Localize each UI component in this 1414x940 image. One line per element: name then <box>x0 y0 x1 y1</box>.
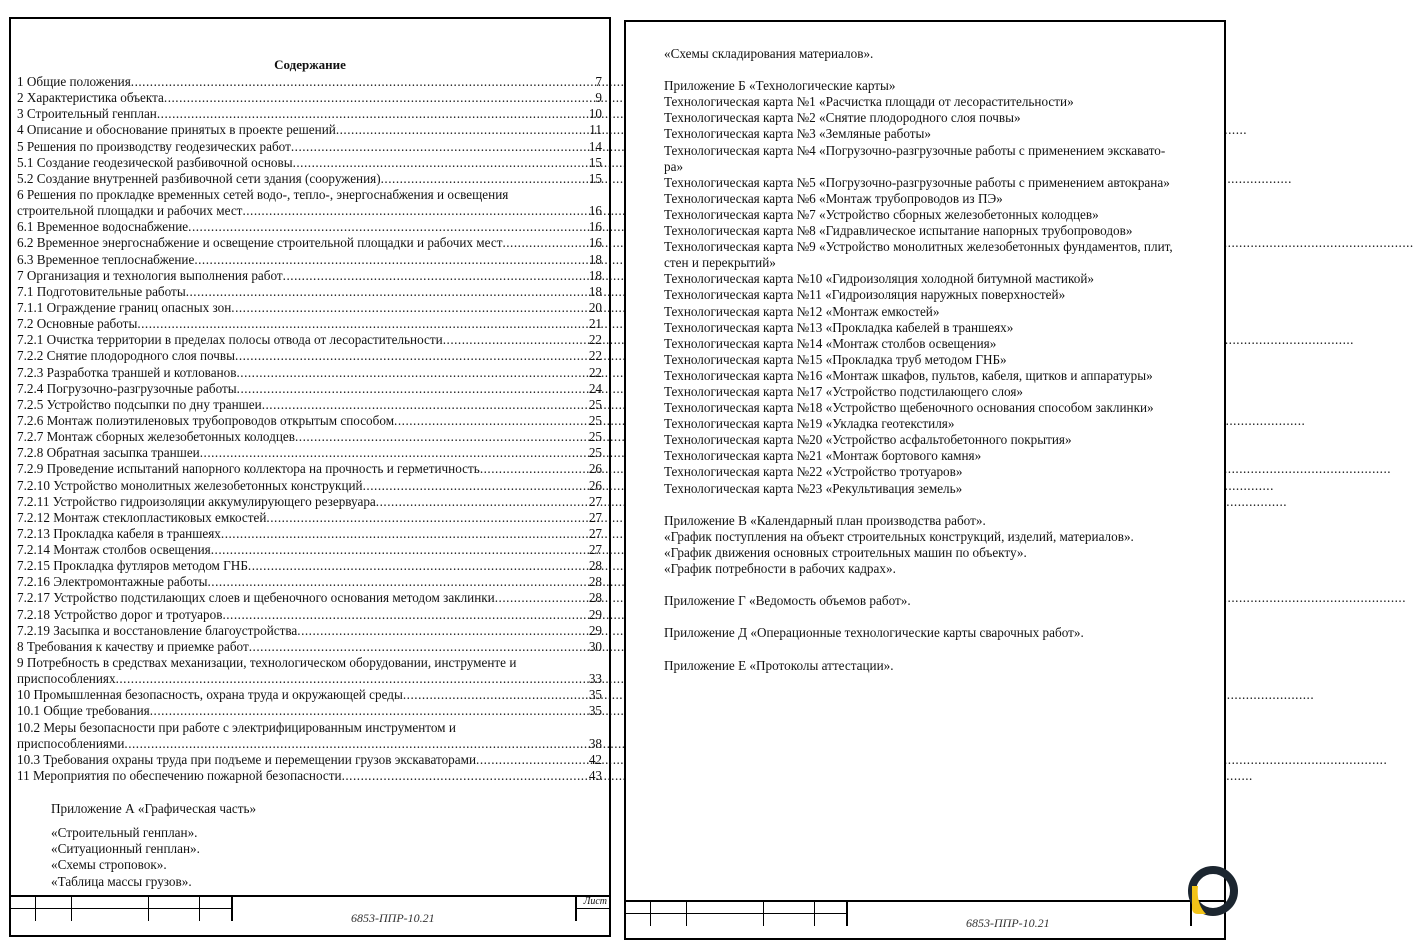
toc-entry <box>17 736 602 752</box>
toc-page-number: 29 <box>588 606 602 622</box>
toc-entry <box>17 74 602 90</box>
toc-page-number: 35 <box>588 703 602 719</box>
toc-entry-title: 7.2.14 Монтаж столбов освещения <box>17 542 211 558</box>
appendix-line: Приложение Г «Ведомость объемов работ». <box>664 593 911 609</box>
toc-entry-title: 7.2.6 Монтаж полиэтиленовых трубопроводов открытым способом <box>17 412 395 428</box>
toc-entry <box>17 768 602 784</box>
toc-leader-dots <box>188 219 588 235</box>
toc-leader-dots <box>363 478 588 494</box>
toc-entry <box>17 413 602 429</box>
appendix-line: Технологическая карта №13 «Прокладка кабелей в траншеях» <box>664 319 1014 335</box>
toc-page-number: 22 <box>588 364 602 380</box>
toc-entry <box>17 365 602 381</box>
document-page-right <box>624 20 1226 940</box>
toc-entry-title: 6.3 Временное теплоснабжение <box>17 251 195 267</box>
toc-entry <box>17 623 602 639</box>
toc-entry <box>17 155 602 171</box>
toc-entry <box>17 300 602 316</box>
toc-entry-title: 1 Общие положения <box>17 73 131 89</box>
toc-leader-dots <box>137 316 588 332</box>
toc-page-number: 26 <box>588 461 602 477</box>
appendix-line: Технологическая карта №10 «Гидроизоляция холодной битумной мастикой» <box>664 271 1094 287</box>
toc-leader-dots <box>237 381 588 397</box>
toc-entry-title: 7.2.10 Устройство монолитных железобетонных конструкций <box>17 477 363 493</box>
toc-entry-title: 7.2 Основные работы <box>17 316 138 332</box>
appendix-line: Технологическая карта №20 «Устройство асфальтобетонного покрытия» <box>664 432 1072 448</box>
toc-entry <box>17 687 602 703</box>
toc-entry <box>17 752 602 768</box>
toc-page-number: 7 <box>595 73 602 89</box>
toc-entry <box>17 510 602 526</box>
toc-page-number: 30 <box>588 638 602 654</box>
toc-page-number: 25 <box>588 396 602 412</box>
toc-page-number: 15 <box>588 170 602 186</box>
toc-leader-dots <box>249 639 588 655</box>
toc-entry-line: 9 Потребность в средствах механизации, технологическом оборудовании, инструменте и <box>17 655 517 671</box>
toc-page-number: 22 <box>588 348 602 364</box>
toc-leader-dots <box>200 445 588 461</box>
appendix-line: Технологическая карта №2 «Снятие плодородного слоя почвы» <box>664 110 1021 126</box>
blank-line <box>664 577 1219 593</box>
toc-leader-dots <box>231 300 588 316</box>
toc-page-number: 28 <box>588 574 602 590</box>
blank-line <box>664 62 1219 78</box>
toc-entry-title: 7.2.16 Электромонтажные работы <box>17 574 208 590</box>
toc-entry-title: 10.3 Требования охраны труда при подъеме и перемещении грузов экскаваторами <box>17 751 477 767</box>
appendix-line: «График движения основных строительных машин по объекту». <box>664 544 1027 560</box>
toc-entry-title: 2 Характеристика объекта <box>17 90 164 106</box>
toc-entry <box>17 461 602 477</box>
toc-page-number: 26 <box>588 477 602 493</box>
toc-entry-title: 7.1.1 Ограждение границ опасных зон <box>17 299 232 315</box>
toc-leader-dots <box>207 574 588 590</box>
appendix-line: Технологическая карта №12 «Монтаж емкостей» <box>664 303 940 319</box>
toc-leader-dots <box>164 90 588 106</box>
toc-leader-dots <box>235 348 588 364</box>
toc-entry-title: 7.2.17 Устройство подстилающих слоев и щебеночного основания методом заклинки <box>17 590 495 606</box>
toc-leader-dots <box>266 510 588 526</box>
toc-leader-dots <box>116 671 588 687</box>
appendix-line: Технологическая карта №15 «Прокладка труб методом ГНБ» <box>664 351 1007 367</box>
toc-page-number: 28 <box>588 558 602 574</box>
toc-entry <box>17 591 602 607</box>
toc-leader-dots <box>336 122 588 138</box>
toc-leader-dots <box>403 687 588 703</box>
toc-leader-dots <box>186 284 588 300</box>
toc-entry-title: 7.2.15 Прокладка футляров методом ГНБ <box>17 558 248 574</box>
appendix-line: Технологическая карта №7 «Устройство сборных железобетонных колодцев» <box>664 206 1099 222</box>
appendix-line: Технологическая карта №18 «Устройство щебеночного основания способом заклинки» <box>664 400 1154 416</box>
toc-page-number: 35 <box>588 687 602 703</box>
appendix-a <box>51 801 256 890</box>
toc-leader-dots <box>242 203 588 219</box>
toc-entry <box>17 574 602 590</box>
toc-page-number: 24 <box>588 380 602 396</box>
blank-line <box>664 497 1219 513</box>
toc-entry-line: 6 Решения по прокладке временных сетей водо-, тепло-, энергоснабжения и освещения <box>17 186 509 202</box>
toc-entry-title: 7.2.11 Устройство гидроизоляции аккумулирующего резервуара <box>17 493 376 509</box>
toc-page-number: 16 <box>588 235 602 251</box>
toc-page-number: 18 <box>588 283 602 299</box>
toc-entry-title: приспособлениях <box>17 671 116 687</box>
appendix-list <box>664 46 1219 674</box>
toc-page-number: 9 <box>595 90 602 106</box>
toc-entry <box>17 639 602 655</box>
toc-leader-dots <box>131 74 588 90</box>
toc-leader-dots <box>124 736 588 752</box>
document-page-left <box>9 17 611 937</box>
toc-page-number: 42 <box>588 751 602 767</box>
toc-entry <box>17 219 602 235</box>
toc-entry-title: 7.2.18 Устройство дорог и тротуаров <box>17 606 223 622</box>
blank-line <box>664 609 1219 625</box>
toc-page-number: 33 <box>588 671 602 687</box>
toc-entry-title: 7.2.8 Обратная засыпка траншеи <box>17 445 200 461</box>
toc-page-number: 14 <box>588 138 602 154</box>
toc-page-number: 18 <box>588 251 602 267</box>
toc-entry-title: 7 Организация и технология выполнения работ <box>17 267 283 283</box>
toc-page-number: 20 <box>588 299 602 315</box>
toc-entry <box>17 171 602 187</box>
appendix-line: Технологическая карта №16 «Монтаж шкафов, пультов, кабеля, щитков и аппаратуры» <box>664 367 1153 383</box>
appendix-a-items <box>51 825 256 890</box>
toc-entry-title: 10 Промышленная безопасность, охрана труда и окружающей среды <box>17 687 403 703</box>
toc-page-number: 27 <box>588 525 602 541</box>
toc-entry <box>17 445 602 461</box>
toc-entry-title: 7.2.3 Разработка траншей и котлованов <box>17 364 237 380</box>
toc-page-number: 25 <box>588 445 602 461</box>
toc-leader-dots <box>236 365 588 381</box>
toc-entry-title: приспособлениями <box>17 735 125 751</box>
toc-entry <box>17 429 602 445</box>
toc-page-number: 11 <box>589 122 602 138</box>
sheet-label: Лист <box>583 896 607 907</box>
toc-entry-title: 3 Строительный генплан <box>17 106 157 122</box>
toc-entry-line: 10.2 Меры безопасности при работе с электрифицированным инструментом и <box>17 719 456 735</box>
appendix-line: Технологическая карта №21 «Монтаж бортового камня» <box>664 448 982 464</box>
toc-page-number: 15 <box>588 154 602 170</box>
toc-page-number: 18 <box>588 267 602 283</box>
toc-entry <box>17 397 602 413</box>
appendix-line: «Схемы складирования материалов». <box>664 46 874 61</box>
table-of-contents <box>17 74 602 784</box>
blank-line <box>664 641 1219 657</box>
appendix-line: Технологическая карта №9 «Устройство монолитных железобетонных фундаментов, плит, <box>664 239 1173 255</box>
appendix-line: Приложение Д «Операционные технологические карты сварочных работ». <box>664 625 1084 641</box>
toc-leader-dots <box>211 542 588 558</box>
toc-entry <box>17 332 602 348</box>
appendix-line: Технологическая карта №6 «Монтаж трубопроводов из ПЭ» <box>664 190 1003 206</box>
toc-page-number: 16 <box>588 203 602 219</box>
toc-page-number: 29 <box>588 622 602 638</box>
toc-entry <box>17 284 602 300</box>
appendix-line: Приложение Б «Технологические карты» <box>664 78 896 94</box>
appendix-line: Приложение Е «Протоколы аттестации». <box>664 657 894 673</box>
toc-leader-dots <box>443 332 588 348</box>
toc-page-number: 27 <box>588 542 602 558</box>
toc-leader-dots <box>150 703 588 719</box>
toc-page-number: 16 <box>588 219 602 235</box>
toc-entry-title: 7.2.12 Монтаж стеклопластиковых емкостей <box>17 509 267 525</box>
toc-leader-dots <box>291 139 588 155</box>
toc-entry <box>17 542 602 558</box>
appendix-line: Технологическая карта №14 «Монтаж столбов освещения» <box>664 335 997 351</box>
toc-leader-dots <box>381 171 588 187</box>
toc-entry <box>17 381 602 397</box>
toc-leader-dots <box>221 526 588 542</box>
toc-entry <box>17 106 602 122</box>
toc-page-number: 21 <box>588 316 602 332</box>
toc-leader-dots <box>248 558 588 574</box>
toc-entry-title: 7.2.2 Снятие плодородного слоя почвы <box>17 348 236 364</box>
toc-entry <box>17 478 602 494</box>
toc-page-number: 28 <box>588 590 602 606</box>
toc-entry <box>17 235 602 251</box>
toc-entry <box>17 268 602 284</box>
toc-entry-title: 7.1 Подготовительные работы <box>17 283 186 299</box>
appendix-line: Технологическая карта №19 «Укладка геотекстиля» <box>664 416 955 432</box>
toc-entry <box>17 122 602 138</box>
toc-entry-title: 7.2.9 Проведение испытаний напорного коллектора на прочность и герметичность <box>17 461 480 477</box>
toc-entry <box>17 703 602 719</box>
toc-leader-dots <box>222 607 588 623</box>
appendix-line: Приложение В «Календарный план производства работ». <box>664 512 986 528</box>
site-logo-icon <box>1186 864 1240 918</box>
appendix-line: Технологическая карта №1 «Расчистка площади от лесорастительности» <box>664 94 1074 110</box>
toc-entry-title: 5.1 Создание геодезической разбивочной основы <box>17 154 293 170</box>
toc-leader-dots <box>194 252 588 268</box>
appendix-line: Технологическая карта №3 «Земляные работы» <box>664 126 931 142</box>
appendix-a-item: «Таблица массы грузов». <box>51 873 192 889</box>
toc-leader-dots <box>394 413 588 429</box>
toc-entry-title: 7.2.5 Устройство подсыпки по дну траншеи <box>17 396 262 412</box>
toc-entry-title: 7.2.19 Засыпка и восстановление благоустройства <box>17 622 298 638</box>
appendix-line: Технологическая карта №8 «Гидравлическое испытание напорных трубопроводов» <box>664 223 1133 239</box>
toc-title: Содержание <box>274 57 346 72</box>
toc-entry <box>17 203 602 219</box>
appendix-a-heading: Приложение А «Графическая часть» <box>51 801 257 816</box>
toc-leader-dots <box>262 397 588 413</box>
toc-page-number: 10 <box>588 106 602 122</box>
appendix-line: Технологическая карта №22 «Устройство тротуаров» <box>664 464 963 480</box>
toc-entry <box>17 252 602 268</box>
toc-entry <box>17 558 602 574</box>
toc-entry <box>17 316 602 332</box>
toc-entry-title: 6.2 Временное энергоснабжение и освещение строительной площадки и рабочих мест <box>17 235 503 251</box>
appendix-a-item: «Схемы строповок». <box>51 857 167 873</box>
appendix-line: Технологическая карта №17 «Устройство подстилающего слоя» <box>664 383 1024 399</box>
toc-entry-title: строительной площадки и рабочих мест <box>17 203 243 219</box>
title-block-stamp <box>11 895 609 925</box>
toc-leader-dots <box>502 235 588 251</box>
appendix-line: стен и перекрытий» <box>664 255 776 271</box>
appendix-line: «График поступления на объект строительных конструкций, изделий, материалов». <box>664 528 1134 544</box>
toc-leader-dots <box>293 155 588 171</box>
toc-entry-title: 11 Мероприятия по обеспечению пожарной безопасности <box>17 768 342 784</box>
toc-entry <box>17 607 602 623</box>
toc-page-number: 43 <box>588 768 602 784</box>
document-code: 6853-ППР-10.21 <box>966 916 1050 930</box>
toc-page-number: 27 <box>588 493 602 509</box>
toc-page-number: 22 <box>588 332 602 348</box>
toc-leader-dots <box>157 106 588 122</box>
toc-entry-title: 5.2 Создание внутренней разбивочной сети здания (сооружения) <box>17 170 381 186</box>
appendix-line: ра» <box>664 158 684 174</box>
toc-entry-title: 6.1 Временное водоснабжение <box>17 219 189 235</box>
toc-entry <box>17 348 602 364</box>
toc-entry-title: 4 Описание и обоснование принятых в проекте решений <box>17 122 336 138</box>
appendix-line: Технологическая карта №23 «Рекультивация земель» <box>664 480 963 496</box>
toc-entry-title: 5 Решения по производству геодезических работ <box>17 138 291 154</box>
toc-page-number: 25 <box>588 429 602 445</box>
toc-entry-title: 8 Требования к качеству и приемке работ <box>17 638 249 654</box>
document-code: 6853-ППР-10.21 <box>351 911 435 925</box>
appendix-line: Технологическая карта №4 «Погрузочно-разгрузочные работы с применением экскавато- <box>664 142 1166 158</box>
toc-leader-dots <box>480 461 588 477</box>
toc-entry <box>17 494 602 510</box>
toc-entry-title: 7.2.1 Очистка территории в пределах полосы отвода от лесорастительности <box>17 332 443 348</box>
toc-leader-dots <box>495 590 588 606</box>
toc-entry-title: 7.2.4 Погрузочно-разгрузочные работы <box>17 380 237 396</box>
toc-page-number: 27 <box>588 509 602 525</box>
toc-leader-dots <box>283 268 588 284</box>
toc-entry-title: 7.2.7 Монтаж сборных железобетонных колодцев <box>17 429 295 445</box>
appendix-line: Технологическая карта №5 «Погрузочно-разгрузочные работы с применением автокрана» <box>664 174 1170 190</box>
toc-leader-dots <box>342 768 588 784</box>
appendix-a-item: «Ситуационный генплан». <box>51 841 200 857</box>
toc-page-number: 38 <box>588 735 602 751</box>
toc-entry-title: 7.2.13 Прокладка кабеля в траншеях <box>17 525 221 541</box>
toc-leader-dots <box>376 494 588 510</box>
toc-entry <box>17 671 602 687</box>
toc-leader-dots <box>297 623 588 639</box>
toc-entry-title: 10.1 Общие требования <box>17 703 150 719</box>
toc-leader-dots <box>476 752 588 768</box>
title-block-stamp <box>626 900 1224 930</box>
appendix-line: Технологическая карта №11 «Гидроизоляция наружных поверхностей» <box>664 287 1066 303</box>
toc-entry <box>17 526 602 542</box>
toc-entry <box>17 139 602 155</box>
toc-leader-dots <box>295 429 588 445</box>
appendix-a-item: «Строительный генплан». <box>51 825 198 840</box>
toc-entry <box>17 90 602 106</box>
toc-page-number: 25 <box>588 412 602 428</box>
appendix-line: «График потребности в рабочих кадрах». <box>664 561 896 576</box>
